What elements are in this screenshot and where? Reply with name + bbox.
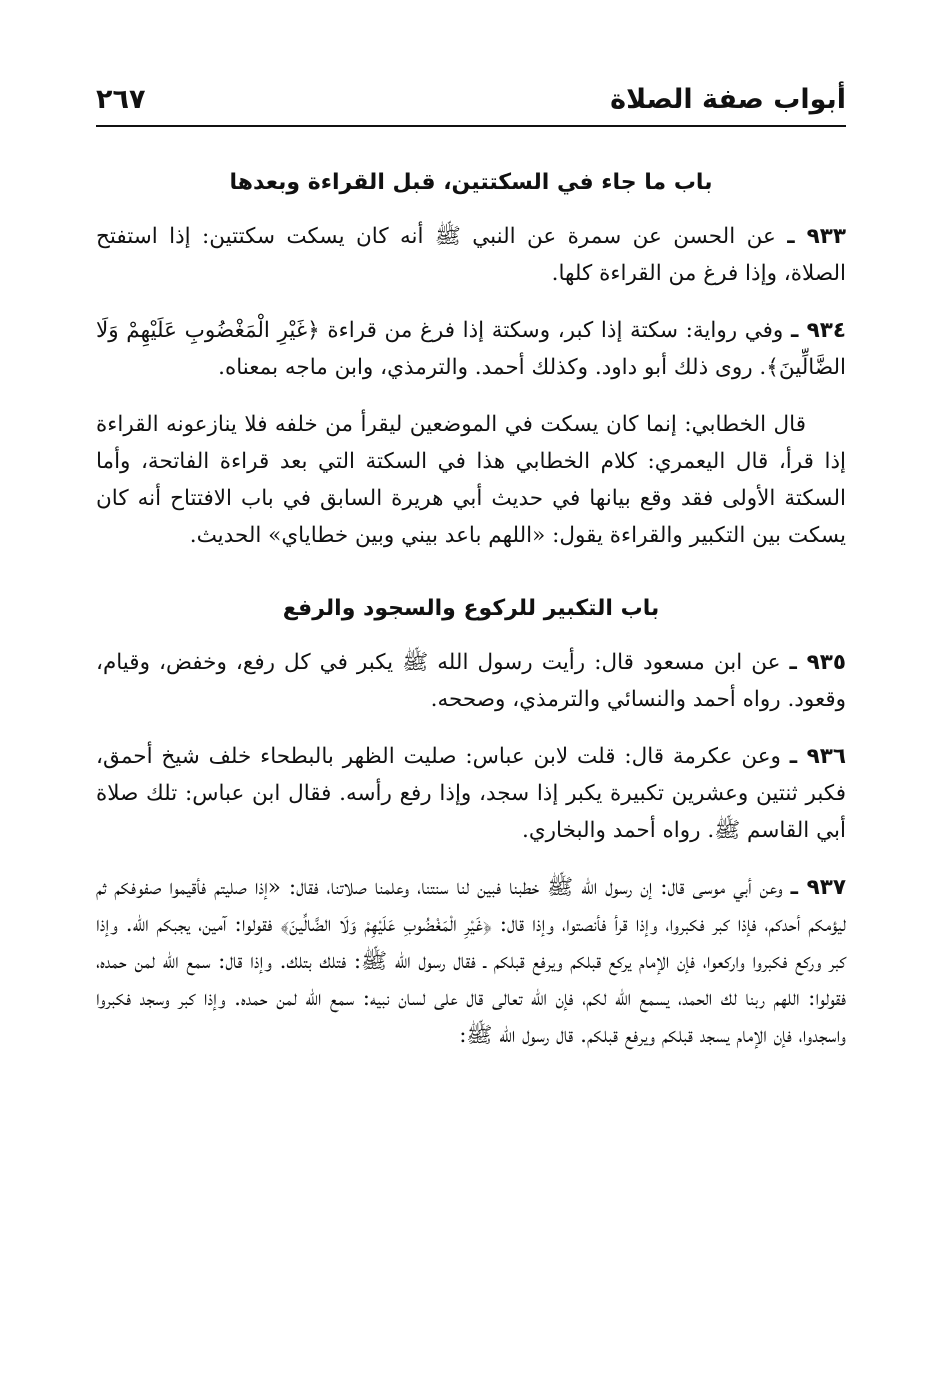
commentary-paragraph: قال الخطابي: إنما كان يسكت في الموضعين ليقرأ من خلفه فلا ينازعونه القراءة إذا قرأ، قال اليعمري: كلام الخطابي هذا في السكتة التي بعد قراءة الفاتحة، وأما السكتة الأولى فقد وقع بيانها في حديث أبي هريرة السابق في باب الافتتاح أنه كان يسكت بين التكبير والقراءة يقول: «اللهم باعد بيني وبين خطاياي» الحديث. bbox=[96, 412, 846, 548]
header-rule bbox=[96, 125, 846, 127]
chapter-heading: باب ما جاء في السكتتين، قبل القراءة وبعدها bbox=[229, 170, 713, 195]
hadith-934 bbox=[96, 312, 846, 386]
section-takbir bbox=[96, 592, 846, 1054]
book-page bbox=[96, 70, 846, 1074]
hadith-937 bbox=[96, 869, 846, 1054]
hadith-number: ٩٣٣ ـ bbox=[787, 224, 847, 249]
hadith-text: عن ابن مسعود قال: رأيت رسول الله ﷺ يكبر في كل رفع، وخفض، وقيام، وقعود. رواه أحمد والنسائي والترمذي، وصححه. bbox=[96, 650, 846, 712]
hadith-text: وعن أبي موسى قال: إن رسول الله ﷺ خطبنا فبين لنا سنتنا، وعلمنا صلاتنا، فقال: «إذا صليتم فأقيموا صفوفكم ثم ليؤمكم أحدكم، فإذا كبر فكبروا، وإذا قرأ فأنصتوا، وإذا قال: ﴿غَيْرِ الْمَغْضُوبِ عَلَيْهِمْ وَلَا الضَّالِّينَ﴾ فقولوا: آمين، يجبكم الله. وإذا كبر وركع فكبروا واركعوا، فإن الإمام يركع قبلكم ويرفع قبلكم ـ فقال رسول الله ﷺ: فتلك بتلك. وإذا قال: سمع الله لمن حمده، فقولوا: اللهم ربنا لك الحمد، يسمع الله لكم، فإن الله تعالى قال على لسان نبيه: سمع الله لمن حمده. وإذا كبر وسجد فكبروا واسجدوا، فإن الإمام يسجد قبلكم ويرفع قبلكم. قال رسول الله ﷺ: bbox=[96, 875, 846, 1048]
page-header bbox=[96, 70, 846, 126]
hadith-text: عن الحسن عن سمرة عن النبي ﷺ أنه كان يسكت سكتتين: إذا استفتح الصلاة، وإذا فرغ من القراءة كلها. bbox=[96, 224, 846, 286]
hadith-number: ٩٣٦ ـ bbox=[789, 744, 847, 769]
chapter-heading: باب التكبير للركوع والسجود والرفع bbox=[282, 596, 660, 621]
hadith-number: ٩٣٧ ـ bbox=[790, 875, 846, 900]
running-head: أبواب صفة الصلاة bbox=[610, 84, 846, 115]
hadith-935 bbox=[96, 644, 846, 718]
hadith-text: وعن عكرمة قال: قلت لابن عباس: صليت الظهر بالبطحاء خلف شيخ أحمق، فكبر ثنتين وعشرين تكبيرة يكبر إذا سجد، وإذا رفع رأسه. فقال ابن عباس: تلك صلاة أبي القاسم ﷺ. رواه أحمد والبخاري. bbox=[96, 744, 846, 843]
hadith-number: ٩٣٤ ـ bbox=[790, 318, 847, 343]
hadith-936 bbox=[96, 738, 846, 849]
hadith-text: وفي رواية: سكتة إذا كبر، وسكتة إذا فرغ من قراءة ﴿غَيْرِ الْمَغْضُوبِ عَلَيْهِمْ وَلَا الضَّالِّينَ﴾. روى ذلك أبو داود. وكذلك أحمد. والترمذي، وابن ماجه بمعناه. bbox=[96, 318, 846, 380]
hadith-933 bbox=[96, 218, 846, 292]
page-number: ٢٦٧ bbox=[96, 84, 146, 115]
section-silences bbox=[96, 166, 846, 554]
hadith-number: ٩٣٥ ـ bbox=[789, 650, 846, 675]
